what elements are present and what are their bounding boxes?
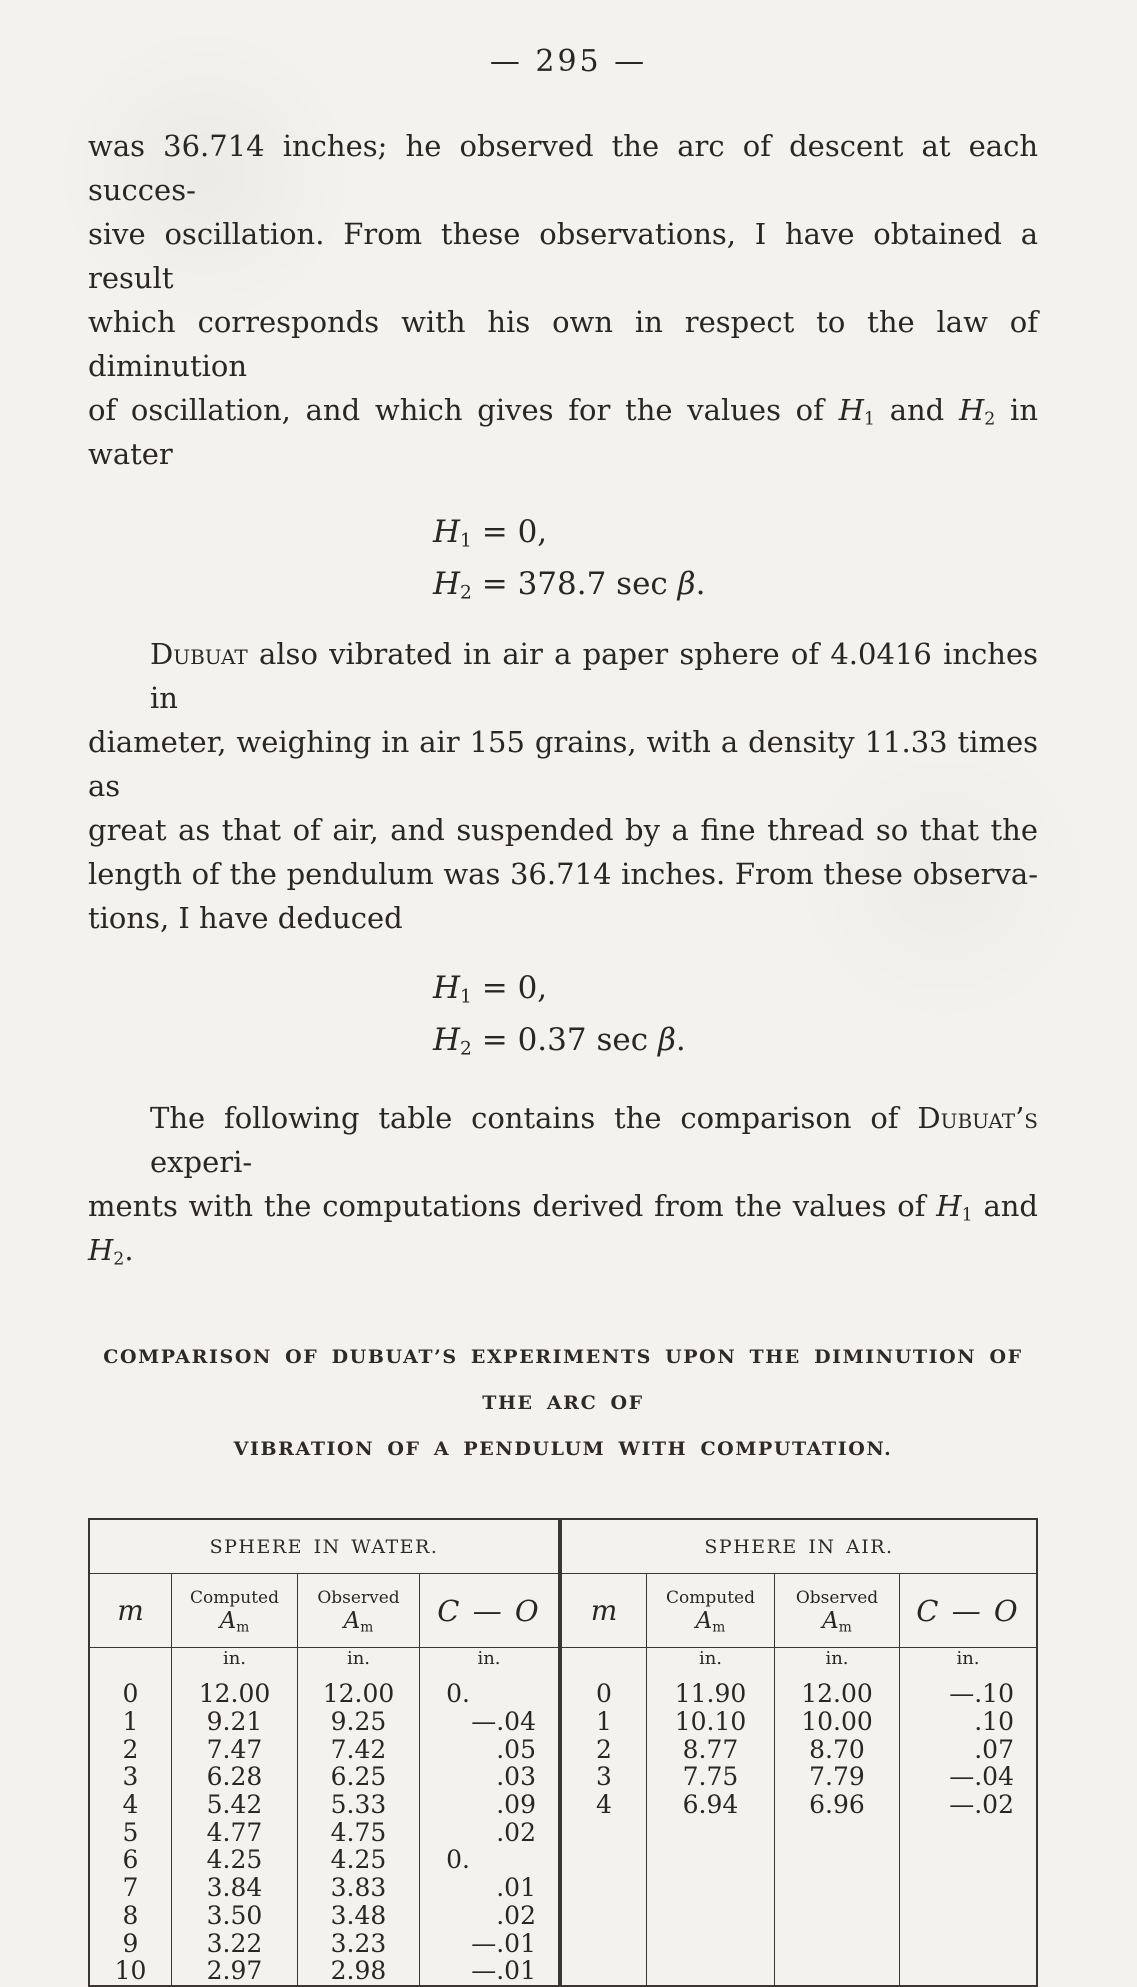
cell-diff: 0. xyxy=(446,1679,470,1709)
cell-observed xyxy=(775,1818,900,1846)
cell-m xyxy=(562,1902,647,1930)
cell-computed: 2.97 xyxy=(172,1957,298,1985)
column-header-c-minus-o: C — O xyxy=(900,1574,1036,1648)
cell-observed: 12.00 xyxy=(775,1680,900,1708)
page-content xyxy=(88,124,1038,1987)
cell-diff xyxy=(900,1929,1036,1957)
column-header-m: m xyxy=(562,1574,647,1648)
cell-m xyxy=(562,1874,647,1902)
cell-diff: .02 xyxy=(496,1817,536,1847)
cell-m xyxy=(562,1818,647,1846)
cell-m xyxy=(562,1846,647,1874)
cell-computed: 8.77 xyxy=(647,1735,775,1763)
unit-cell: in. xyxy=(956,1648,980,1669)
column-header-computed: Computed $A_m$ xyxy=(172,1574,298,1648)
cell-m: 3 xyxy=(562,1763,647,1791)
unit-cell xyxy=(562,1648,647,1680)
paragraph-3 xyxy=(88,1096,1038,1272)
page-number: — 295 — xyxy=(489,44,648,79)
cell-computed xyxy=(647,1818,775,1846)
paragraph-1-line-3: which corresponds with his own in respect to the law of diminution xyxy=(88,305,1038,383)
cell-m: 6 xyxy=(90,1846,172,1874)
name-dubuat: Dubuat xyxy=(150,637,248,671)
column-header-m: m xyxy=(90,1574,172,1648)
cell-diff xyxy=(900,1902,1036,1930)
cell-observed: 3.23 xyxy=(298,1929,420,1957)
cell-diff: .02 xyxy=(496,1900,536,1930)
paragraph-1-line-2: sive oscillation. From these observations, I have obtained a result xyxy=(88,217,1038,295)
water-table-grid xyxy=(90,1574,558,1985)
paragraph-1 xyxy=(88,124,1038,476)
math-H2: H xyxy=(88,1233,114,1267)
cell-observed: 12.00 xyxy=(298,1680,420,1708)
cell-observed: 3.83 xyxy=(298,1874,420,1902)
cell-m xyxy=(562,1957,647,1985)
cell-computed: 11.90 xyxy=(647,1680,775,1708)
cell-m: 3 xyxy=(90,1763,172,1791)
cell-observed: 8.70 xyxy=(775,1735,900,1763)
column-header-c-minus-o: C — O xyxy=(420,1574,558,1648)
cell-observed: 3.48 xyxy=(298,1902,420,1930)
cell-computed xyxy=(647,1902,775,1930)
equation-h1-air: $H_1 = 0$, xyxy=(433,970,548,1008)
paragraph-1-line-4: of oscillation, and which gives for the values of $H_1$ and $H_2$ in water xyxy=(88,393,1039,471)
cell-computed: 3.22 xyxy=(172,1929,298,1957)
cell-m xyxy=(562,1929,647,1957)
cell-diff: —.04 xyxy=(471,1707,536,1737)
cell-computed xyxy=(647,1846,775,1874)
cell-computed xyxy=(647,1957,775,1985)
unit-cell: in. xyxy=(298,1648,420,1680)
equation-h2-water: $H_2 = 378.7$ sec β. xyxy=(433,566,706,604)
cell-observed xyxy=(775,1846,900,1874)
cell-computed: 3.84 xyxy=(172,1874,298,1902)
cell-observed xyxy=(775,1929,900,1957)
cell-computed xyxy=(647,1929,775,1957)
cell-computed: 10.10 xyxy=(647,1708,775,1736)
cell-m: 9 xyxy=(90,1929,172,1957)
cell-observed: 7.42 xyxy=(298,1735,420,1763)
table-caption-line-2: VIBRATION OF A PENDULUM WITH COMPUTATION. xyxy=(233,1438,893,1460)
comparison-table xyxy=(88,1518,1038,1987)
cell-computed: 6.28 xyxy=(172,1763,298,1791)
cell-diff: —.04 xyxy=(949,1762,1014,1792)
paragraph-2-line-4: length of the pendulum was 36.714 inches. From these observa- xyxy=(88,857,1038,891)
cell-m: 1 xyxy=(90,1708,172,1736)
paragraph-2-line-3: great as that of air, and suspended by a fine thread so that the xyxy=(88,813,1038,847)
cell-diff: —.10 xyxy=(949,1679,1014,1709)
cell-observed: 7.79 xyxy=(775,1763,900,1791)
cell-m: 0 xyxy=(562,1680,647,1708)
unit-cell: in. xyxy=(647,1648,775,1680)
cell-diff xyxy=(900,1818,1036,1846)
cell-diff: 0. xyxy=(446,1845,470,1875)
paragraph-2-line-1: Dubuat also vibrated in air a paper sphere of 4.0416 inches in xyxy=(150,637,1038,715)
cell-observed: 10.00 xyxy=(775,1708,900,1736)
equation-h1-water: $H_1 = 0$, xyxy=(433,514,548,552)
column-header-observed: Observed $A_m$ xyxy=(298,1574,420,1648)
cell-diff: —.01 xyxy=(471,1956,536,1986)
cell-diff: .05 xyxy=(496,1734,536,1764)
column-header-computed: Computed $A_m$ xyxy=(647,1574,775,1648)
cell-observed: 4.75 xyxy=(298,1818,420,1846)
cell-observed xyxy=(775,1902,900,1930)
cell-computed: 4.25 xyxy=(172,1846,298,1874)
cell-diff: —.02 xyxy=(949,1790,1014,1820)
math-H2: H xyxy=(958,393,985,427)
cell-diff: —.01 xyxy=(471,1928,536,1958)
cell-observed: 4.25 xyxy=(298,1846,420,1874)
cell-observed: 6.96 xyxy=(775,1791,900,1819)
cell-observed: 5.33 xyxy=(298,1791,420,1819)
cell-m: 7 xyxy=(90,1874,172,1902)
cell-m: 5 xyxy=(90,1818,172,1846)
cell-observed xyxy=(775,1957,900,1985)
unit-cell: in. xyxy=(172,1648,298,1680)
equation-h2-air: $H_2 = 0.37$ sec β. xyxy=(433,1022,686,1060)
paragraph-2 xyxy=(88,632,1038,940)
equation-block-water xyxy=(88,506,1038,610)
cell-computed: 3.50 xyxy=(172,1902,298,1930)
cell-m: 8 xyxy=(90,1902,172,1930)
paragraph-2-line-2: diameter, weighing in air 155 grains, with a density 11.33 times as xyxy=(88,725,1038,803)
cell-computed: 6.94 xyxy=(647,1791,775,1819)
table-sphere-in-air xyxy=(562,1520,1036,1985)
math-H1: H xyxy=(838,393,864,427)
cell-observed: 6.25 xyxy=(298,1763,420,1791)
cell-observed xyxy=(775,1874,900,1902)
column-header-observed: Observed $A_m$ xyxy=(775,1574,900,1648)
cell-computed: 9.21 xyxy=(172,1708,298,1736)
cell-diff xyxy=(900,1846,1036,1874)
cell-computed: 4.77 xyxy=(172,1818,298,1846)
air-table-title: SPHERE IN AIR. xyxy=(562,1520,1036,1574)
cell-computed xyxy=(647,1874,775,1902)
cell-m: 4 xyxy=(90,1791,172,1819)
equation-block-air xyxy=(88,962,1038,1066)
cell-computed: 12.00 xyxy=(172,1680,298,1708)
paragraph-3-line-2: ments with the computations derived from the values of $H_1$ and $H_2$. xyxy=(88,1189,1038,1270)
water-table-title: SPHERE IN WATER. xyxy=(90,1520,558,1574)
paragraph-2-line-5: tions, I have deduced xyxy=(88,901,403,935)
air-table-grid xyxy=(562,1574,1036,1985)
cell-m: 4 xyxy=(562,1791,647,1819)
cell-m: 0 xyxy=(90,1680,172,1708)
cell-observed: 2.98 xyxy=(298,1957,420,1985)
cell-diff: .07 xyxy=(974,1734,1014,1764)
cell-diff: .09 xyxy=(496,1790,536,1820)
cell-diff: .01 xyxy=(496,1873,536,1903)
cell-diff xyxy=(900,1957,1036,1985)
cell-m: 10 xyxy=(90,1957,172,1985)
table-caption-line-1: COMPARISON OF DUBUAT’S EXPERIMENTS UPON THE DIMINUTION OF THE ARC OF xyxy=(103,1346,1023,1414)
table-caption xyxy=(88,1334,1038,1472)
cell-computed: 5.42 xyxy=(172,1791,298,1819)
unit-cell: in. xyxy=(477,1648,501,1669)
cell-m: 1 xyxy=(562,1708,647,1736)
paragraph-3-line-1: The following table contains the comparison of Dubuat’s experi- xyxy=(150,1101,1038,1179)
name-dubuats: Dubuat’s xyxy=(917,1101,1038,1135)
unit-cell xyxy=(90,1648,172,1680)
cell-observed: 9.25 xyxy=(298,1708,420,1736)
cell-diff: .10 xyxy=(974,1707,1014,1737)
cell-m: 2 xyxy=(90,1735,172,1763)
unit-cell: in. xyxy=(775,1648,900,1680)
cell-diff xyxy=(900,1874,1036,1902)
cell-computed: 7.47 xyxy=(172,1735,298,1763)
table-sphere-in-water xyxy=(90,1520,558,1985)
paragraph-1-line-1: was 36.714 inches; he observed the arc of descent at each succes- xyxy=(88,129,1038,207)
cell-diff: .03 xyxy=(496,1762,536,1792)
cell-m: 2 xyxy=(562,1735,647,1763)
cell-computed: 7.75 xyxy=(647,1763,775,1791)
math-H1: H xyxy=(936,1189,962,1223)
